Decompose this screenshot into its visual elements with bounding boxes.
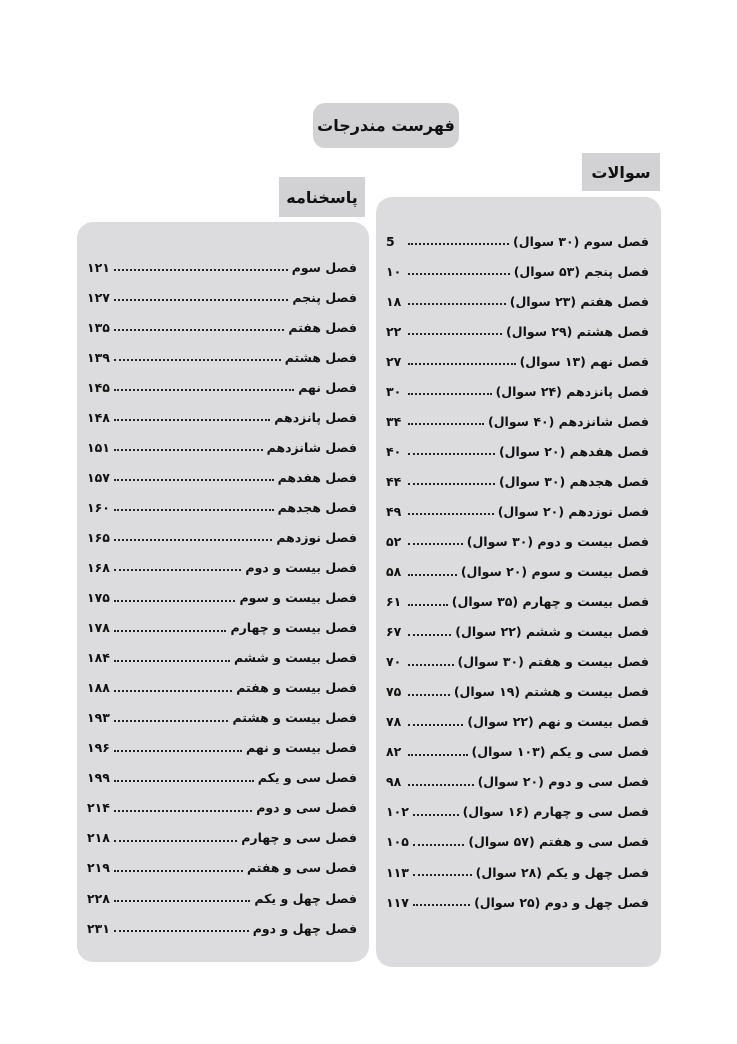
toc-page-number: ۱۳۹ xyxy=(87,349,110,365)
toc-entry xyxy=(376,887,661,917)
toc-dot-leader xyxy=(114,810,252,812)
toc-entry xyxy=(376,677,661,707)
toc-chapter-title: فصل سی و چهارم (۱۶ سوال) xyxy=(462,804,649,820)
toc-dot-leader xyxy=(408,273,510,275)
toc-page-number: ۶۷ xyxy=(386,624,402,640)
toc-chapter-title: فصل هشتم xyxy=(284,349,357,365)
toc-entry xyxy=(376,346,661,376)
toc-page-number: ۱۰ xyxy=(386,263,402,279)
toc-dot-leader xyxy=(114,780,254,782)
toc-chapter-title: فصل بیست و سوم xyxy=(239,590,357,606)
toc-dot-leader xyxy=(413,874,472,876)
toc-entry xyxy=(77,913,369,943)
toc-entry xyxy=(376,617,661,647)
toc-page-number: ۱۴۸ xyxy=(87,409,110,425)
toc-dot-leader xyxy=(114,840,237,842)
toc-chapter-title: فصل پانزدهم xyxy=(274,409,357,425)
toc-page-number: ۱۶۰ xyxy=(87,499,110,515)
toc-page-number: ۱۹۶ xyxy=(87,740,110,756)
toc-page-number: ۲۷ xyxy=(386,353,402,369)
toc-chapter-title: فصل نوزدهم (۲۰ سوال) xyxy=(497,503,649,519)
toc-entry xyxy=(77,643,369,673)
toc-dot-leader xyxy=(408,333,502,335)
toc-dot-leader xyxy=(114,419,270,421)
toc-page-number: ۶۱ xyxy=(386,594,402,610)
toc-page-number: ۱۶۸ xyxy=(87,559,110,575)
toc-chapter-title: فصل هجدهم xyxy=(277,499,357,515)
toc-chapter-title: فصل نهم xyxy=(298,379,357,395)
toc-dot-leader xyxy=(408,634,451,636)
toc-chapter-title: فصل هفدهم (۲۰ سوال) xyxy=(498,443,649,459)
toc-entry xyxy=(77,733,369,763)
page-title: فهرست مندرجات xyxy=(313,103,459,148)
toc-dot-leader xyxy=(114,630,227,632)
toc-page-number: ۴۰ xyxy=(386,443,402,459)
toc-entry xyxy=(376,526,661,556)
toc-dot-leader xyxy=(413,814,459,816)
toc-entry xyxy=(376,436,661,466)
toc-page-number: ۱۱۳ xyxy=(386,864,409,880)
toc-page-number: ۱۶۵ xyxy=(87,529,110,545)
toc-dot-leader xyxy=(114,600,236,602)
toc-entry xyxy=(77,703,369,733)
toc-page-number: ۸۲ xyxy=(386,744,402,760)
toc-entry xyxy=(77,372,369,402)
toc-chapter-title: فصل هشتم (۲۹ سوال) xyxy=(506,323,649,339)
toc-page-number: ۱۹۹ xyxy=(87,770,110,786)
toc-chapter-title: فصل نوزدهم xyxy=(276,529,357,545)
toc-entry xyxy=(77,492,369,522)
toc-page-number: ۲۲ xyxy=(386,323,402,339)
toc-chapter-title: فصل بیست و چهارم xyxy=(230,620,357,636)
toc-entry xyxy=(77,282,369,312)
toc-page-number: ۱۴۵ xyxy=(87,379,110,395)
toc-dot-leader xyxy=(114,930,249,932)
toc-entry xyxy=(77,793,369,823)
toc-entry xyxy=(77,823,369,853)
toc-chapter-title: فصل سی و دوم (۲۰ سوال) xyxy=(477,774,649,790)
toc-page-number: ۱۸ xyxy=(386,293,402,309)
questions-toc-list xyxy=(376,226,661,917)
toc-page-number: ۱۸۸ xyxy=(87,680,110,696)
toc-chapter-title: فصل بیست و هفتم (۳۰ سوال) xyxy=(457,654,649,670)
toc-chapter-title: فصل سی و چهارم xyxy=(241,830,357,846)
toc-dot-leader xyxy=(114,660,230,662)
toc-dot-leader xyxy=(114,359,281,361)
toc-entry xyxy=(77,402,369,432)
toc-chapter-title: فصل بیست و هشتم xyxy=(232,710,357,726)
toc-entry xyxy=(376,647,661,677)
toc-dot-leader xyxy=(413,844,464,846)
toc-page-number: ۵۲ xyxy=(386,533,402,549)
answers-toc-list xyxy=(77,252,369,943)
toc-dot-leader xyxy=(408,363,516,365)
toc-chapter-title: فصل پنجم xyxy=(292,289,357,305)
toc-chapter-title: فصل هجدهم (۳۰ سوال) xyxy=(498,473,649,489)
toc-dot-leader xyxy=(408,303,506,305)
toc-page-number: ۳۰ xyxy=(386,383,402,399)
toc-dot-leader xyxy=(408,784,474,786)
toc-chapter-title: فصل بیست و ششم xyxy=(233,650,357,666)
toc-entry xyxy=(77,312,369,342)
questions-heading: سوالات xyxy=(582,153,660,191)
toc-entry xyxy=(77,763,369,793)
toc-dot-leader xyxy=(114,509,274,511)
toc-chapter-title: فصل شانزدهم xyxy=(266,439,357,455)
toc-entry xyxy=(376,496,661,526)
toc-chapter-title: فصل نهم (۱۳ سوال) xyxy=(519,353,649,369)
toc-dot-leader xyxy=(114,750,242,752)
toc-chapter-title: فصل پانزدهم (۲۴ سوال) xyxy=(495,383,649,399)
toc-page-number: ۲۳۱ xyxy=(87,920,110,936)
toc-entry xyxy=(77,883,369,913)
toc-page-number: ۲۱۹ xyxy=(87,860,110,876)
toc-dot-leader xyxy=(114,690,232,692)
toc-dot-leader xyxy=(408,543,463,545)
toc-dot-leader xyxy=(408,694,450,696)
toc-entry xyxy=(77,462,369,492)
toc-chapter-title: فصل شانزدهم (۴۰ سوال) xyxy=(487,413,649,429)
toc-dot-leader xyxy=(413,904,470,906)
toc-dot-leader xyxy=(408,483,495,485)
toc-entry xyxy=(77,432,369,462)
toc-dot-leader xyxy=(408,664,454,666)
toc-entry xyxy=(77,583,369,613)
toc-page-number: ۹۸ xyxy=(386,774,402,790)
toc-dot-leader xyxy=(408,574,457,576)
toc-entry xyxy=(77,342,369,372)
toc-page-number: ۱۵۷ xyxy=(87,469,110,485)
answers-heading: پاسخنامه xyxy=(279,177,365,217)
toc-chapter-title: فصل بیست و نهم xyxy=(246,740,357,756)
toc-chapter-title: فصل سوم xyxy=(291,259,357,275)
toc-page-number: 5 xyxy=(386,233,395,249)
toc-chapter-title: فصل بیست و چهارم (۳۵ سوال) xyxy=(451,594,649,610)
toc-dot-leader xyxy=(408,243,509,245)
toc-page-number: ۱۲۱ xyxy=(87,259,110,275)
toc-chapter-title: فصل سی و دوم xyxy=(256,800,357,816)
toc-entry xyxy=(77,613,369,643)
toc-page-number: ۱۹۳ xyxy=(87,710,110,726)
toc-dot-leader xyxy=(114,269,288,271)
toc-chapter-title: فصل سی و یکم (۱۰۳ سوال) xyxy=(471,744,649,760)
toc-chapter-title: فصل سی و یکم xyxy=(257,770,357,786)
toc-chapter-title: فصل بیست و دوم (۳۰ سوال) xyxy=(466,533,649,549)
toc-chapter-title: فصل سی و هفتم (۵۷ سوال) xyxy=(468,834,649,850)
toc-entry xyxy=(376,737,661,767)
toc-page-number: ۱۲۷ xyxy=(87,289,110,305)
toc-chapter-title: فصل چهل و یکم xyxy=(254,890,357,906)
toc-dot-leader xyxy=(408,754,468,756)
toc-page-number: ۱۵۱ xyxy=(87,439,110,455)
toc-chapter-title: فصل هفدهم xyxy=(277,469,357,485)
toc-page-number: ۴۹ xyxy=(386,503,402,519)
toc-dot-leader xyxy=(408,453,495,455)
toc-chapter-title: فصل پنجم (۵۳ سوال) xyxy=(513,263,649,279)
toc-entry xyxy=(77,252,369,282)
toc-chapter-title: فصل هفتم (۲۳ سوال) xyxy=(509,293,649,309)
toc-entry xyxy=(376,406,661,436)
toc-dot-leader xyxy=(114,900,250,902)
toc-entry xyxy=(376,857,661,887)
toc-page-number: ۱۰۵ xyxy=(386,834,409,850)
toc-dot-leader xyxy=(114,720,229,722)
toc-page-number: ۱۷۵ xyxy=(87,590,110,606)
toc-dot-leader xyxy=(114,539,272,541)
toc-page-number: ۵۸ xyxy=(386,564,402,580)
toc-dot-leader xyxy=(408,423,484,425)
answers-panel xyxy=(77,222,369,962)
toc-page-number: ۳۴ xyxy=(386,413,402,429)
toc-entry xyxy=(376,376,661,406)
toc-entry xyxy=(376,767,661,797)
toc-entry xyxy=(376,286,661,316)
toc-chapter-title: فصل سی و هفتم xyxy=(247,860,357,876)
toc-page-number: ۱۰۲ xyxy=(386,804,409,820)
toc-chapter-title: فصل سوم (۳۰ سوال) xyxy=(513,233,649,249)
toc-entry xyxy=(376,587,661,617)
toc-page-number: ۷۰ xyxy=(386,654,402,670)
toc-entry xyxy=(376,827,661,857)
toc-entry xyxy=(376,256,661,286)
toc-dot-leader xyxy=(114,299,288,301)
toc-chapter-title: فصل چهل و دوم (۲۵ سوال) xyxy=(474,894,649,910)
toc-page-number: ۷۵ xyxy=(386,684,402,700)
toc-chapter-title: فصل چهل و دوم xyxy=(252,920,357,936)
toc-entry xyxy=(376,316,661,346)
toc-entry xyxy=(376,797,661,827)
toc-chapter-title: فصل بیست و دوم xyxy=(245,559,357,575)
toc-entry xyxy=(376,466,661,496)
toc-dot-leader xyxy=(408,604,448,606)
toc-dot-leader xyxy=(114,449,263,451)
toc-chapter-title: فصل چهل و یکم (۲۸ سوال) xyxy=(475,864,649,880)
toc-dot-leader xyxy=(408,513,494,515)
toc-chapter-title: فصل بیست و نهم (۲۲ سوال) xyxy=(467,714,649,730)
toc-dot-leader xyxy=(114,329,285,331)
toc-entry xyxy=(77,552,369,582)
toc-page-number: ۲۱۴ xyxy=(87,800,110,816)
toc-dot-leader xyxy=(114,479,274,481)
toc-entry xyxy=(376,557,661,587)
toc-entry xyxy=(77,522,369,552)
toc-page-number: ۲۲۸ xyxy=(87,890,110,906)
toc-page-number: ۱۳۵ xyxy=(87,319,110,335)
toc-chapter-title: فصل بیست و ششم (۲۲ سوال) xyxy=(455,624,649,640)
toc-page-number: ۷۸ xyxy=(386,714,402,730)
toc-page-number: ۲۱۸ xyxy=(87,830,110,846)
toc-entry xyxy=(77,673,369,703)
toc-page-number: ۴۴ xyxy=(386,473,402,489)
toc-page-number: ۱۱۷ xyxy=(386,894,409,910)
toc-page-number: ۱۷۸ xyxy=(87,620,110,636)
toc-chapter-title: فصل هفتم xyxy=(288,319,357,335)
toc-dot-leader xyxy=(408,724,463,726)
questions-panel xyxy=(376,197,661,967)
toc-dot-leader xyxy=(114,870,243,872)
toc-dot-leader xyxy=(114,389,294,391)
toc-chapter-title: فصل بیست و هشتم (۱۹ سوال) xyxy=(453,684,649,700)
toc-dot-leader xyxy=(114,569,242,571)
toc-entry xyxy=(77,853,369,883)
toc-entry xyxy=(376,707,661,737)
toc-dot-leader xyxy=(408,393,492,395)
toc-entry xyxy=(376,226,661,256)
toc-chapter-title: فصل بیست و سوم (۲۰ سوال) xyxy=(460,564,649,580)
toc-page-number: ۱۸۴ xyxy=(87,650,110,666)
toc-chapter-title: فصل بیست و هفتم xyxy=(236,680,357,696)
